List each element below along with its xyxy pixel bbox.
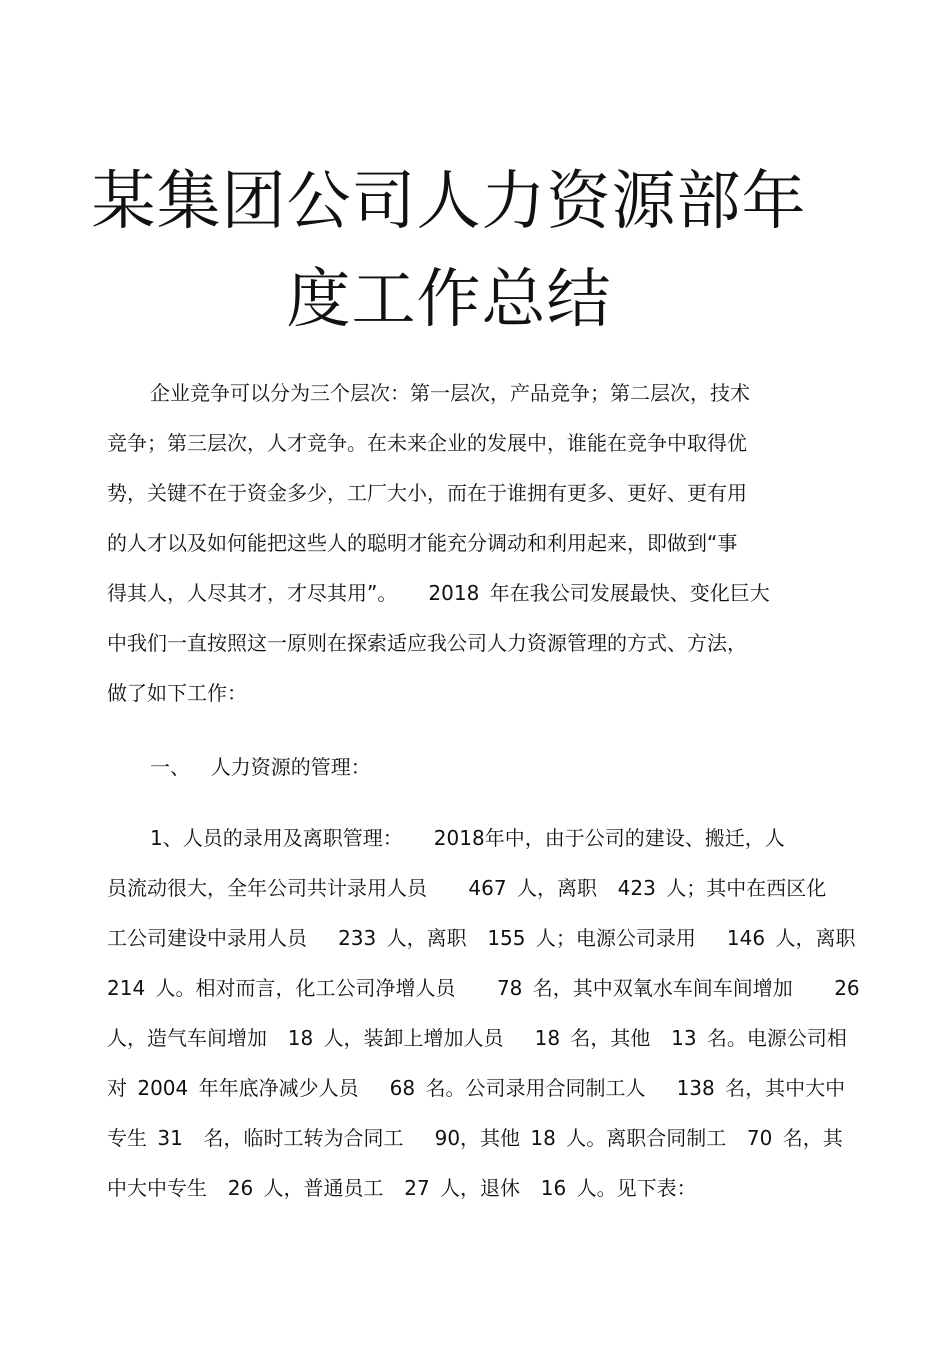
section-heading: 一、 人力资源的管理： — [150, 755, 371, 779]
intro-paragraph-line: 中我们一直按照这一原则在探索适应我公司人力资源管理的方式、方法， — [107, 631, 747, 655]
section-paragraph-line: 对 2004 年年底净减少人员 68 名。公司录用合同制工人 138 名，其中大中 — [107, 1076, 846, 1100]
section-paragraph-line: 工公司建设中录用人员 233 人，离职 155 人；电源公司录用 146 人，离职 — [107, 926, 856, 950]
intro-paragraph-line: 势，关键不在于资金多少，工厂大小，而在于谁拥有更多、更好、更有用 — [107, 481, 747, 505]
intro-paragraph-line: 的人才以及如何能把这些人的聪明才能充分调动和利用起来，即做到“事 — [107, 531, 738, 555]
intro-paragraph-line: 企业竞争可以分为三个层次：第一层次，产品竞争；第二层次，技术 — [150, 381, 750, 405]
document-title-line-2: 度工作总结 — [286, 263, 612, 337]
section-paragraph-line: 专生 31 名，临时工转为合同工 90，其他 18 人。离职合同制工 70 名，其 — [107, 1126, 843, 1150]
intro-paragraph-line: 做了如下工作： — [107, 681, 247, 705]
section-paragraph-line: 214 人。相对而言，化工公司净增人员 78 名，其中双氧水车间车间增加 26 — [107, 976, 860, 1000]
section-paragraph-line: 人，造气车间增加 18 人，装卸上增加人员 18 名，其他 13 名。电源公司相 — [107, 1026, 847, 1050]
intro-paragraph-line: 得其人，人尽其才，才尽其用”。 2018 年在我公司发展最快、变化巨大 — [107, 581, 770, 605]
section-paragraph-line: 员流动很大，全年公司共计录用人员 467 人，离职 423 人；其中在西区化 — [107, 876, 827, 900]
section-paragraph-line: 1、人员的录用及离职管理： 2018年中，由于公司的建设、搬迁，人 — [150, 826, 785, 850]
section-paragraph-line: 中大中专生 26 人，普通员工 27 人，退休 16 人。见下表： — [107, 1176, 697, 1200]
intro-paragraph-line: 竞争；第三层次，人才竞争。在未来企业的发展中，谁能在竞争中取得优 — [107, 431, 747, 455]
document-title-line-1: 某集团公司人力资源部年 — [91, 165, 807, 239]
